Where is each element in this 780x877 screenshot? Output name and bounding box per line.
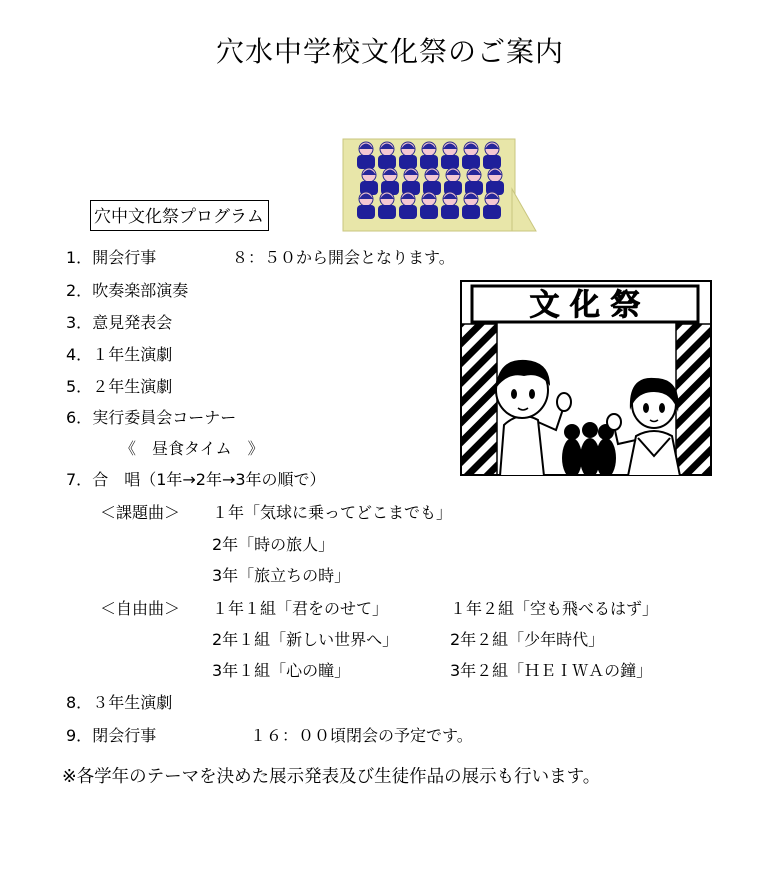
bunkasai-clipart: [460, 280, 712, 476]
program-item-8: [66, 690, 172, 713]
free-song: １年１組「君をのせて」: [212, 599, 389, 618]
item-label: １年生演劇: [92, 345, 173, 364]
assigned-song: 3年「旅立ちの時」: [212, 566, 351, 585]
item-label: ２年生演劇: [92, 377, 173, 396]
choir-clipart: [340, 137, 540, 237]
free-song: １年２組「空も飛べるはず」: [450, 599, 659, 618]
assigned-song: 2年「時の旅人」: [212, 535, 335, 554]
program-item-4: [66, 342, 172, 365]
item-number: 2．: [66, 281, 93, 300]
banner-sign-text: 文 化 祭: [529, 288, 641, 323]
program-item-9: [66, 723, 156, 746]
free-song: 3年１組「心の瞳」: [212, 661, 351, 680]
program-heading: 穴中文化祭プログラム: [90, 200, 269, 231]
program-item-2: [66, 278, 188, 301]
item-number: 4．: [66, 345, 93, 364]
program-item-7: [66, 467, 326, 490]
free-song: 3年２組「ＨＥＩＷＡの鐘」: [450, 661, 653, 680]
page-title: 穴水中学校文化祭のご案内: [215, 35, 564, 68]
item-label: 実行委員会コーナー: [92, 408, 237, 427]
item-label: 意見発表会: [92, 313, 173, 332]
item-label: 吹奏楽部演奏: [92, 281, 189, 300]
item-number: 6．: [66, 408, 93, 427]
program-item-1: [66, 245, 156, 268]
item-number: 1．: [66, 248, 93, 267]
program-item-9-detail: １６：００頃閉会の予定です。: [250, 726, 473, 745]
item-label: 開会行事: [92, 248, 157, 267]
item-label: 閉会行事: [92, 726, 157, 745]
free-song: 2年２組「少年時代」: [450, 630, 605, 649]
free-song: 2年１組「新しい世界へ」: [212, 630, 399, 649]
lunch-time-label: 《 昼食タイム 》: [120, 439, 264, 458]
program-item-6: [66, 405, 236, 428]
item-number: 3．: [66, 313, 93, 332]
assigned-songs-label: ＜課題曲＞: [100, 503, 181, 522]
footer-note: ※各学年のテーマを決めた展示発表及び生徒作品の展示も行います。: [62, 767, 601, 787]
item-number: 9．: [66, 726, 93, 745]
assigned-song: １年「気球に乗ってどこまでも」: [212, 503, 453, 522]
item-number: 5．: [66, 377, 93, 396]
item-number: 8．: [66, 693, 93, 712]
free-songs-label: ＜自由曲＞: [100, 599, 181, 618]
item-label: ３年生演劇: [92, 693, 173, 712]
program-item-1-detail: ８：５０から開会となります。: [232, 248, 455, 267]
item-number: 7．: [66, 470, 93, 489]
program-item-3: [66, 310, 172, 333]
program-item-5: [66, 374, 172, 397]
item-label: 合 唱（1年→2年→3年の順で）: [92, 470, 326, 489]
